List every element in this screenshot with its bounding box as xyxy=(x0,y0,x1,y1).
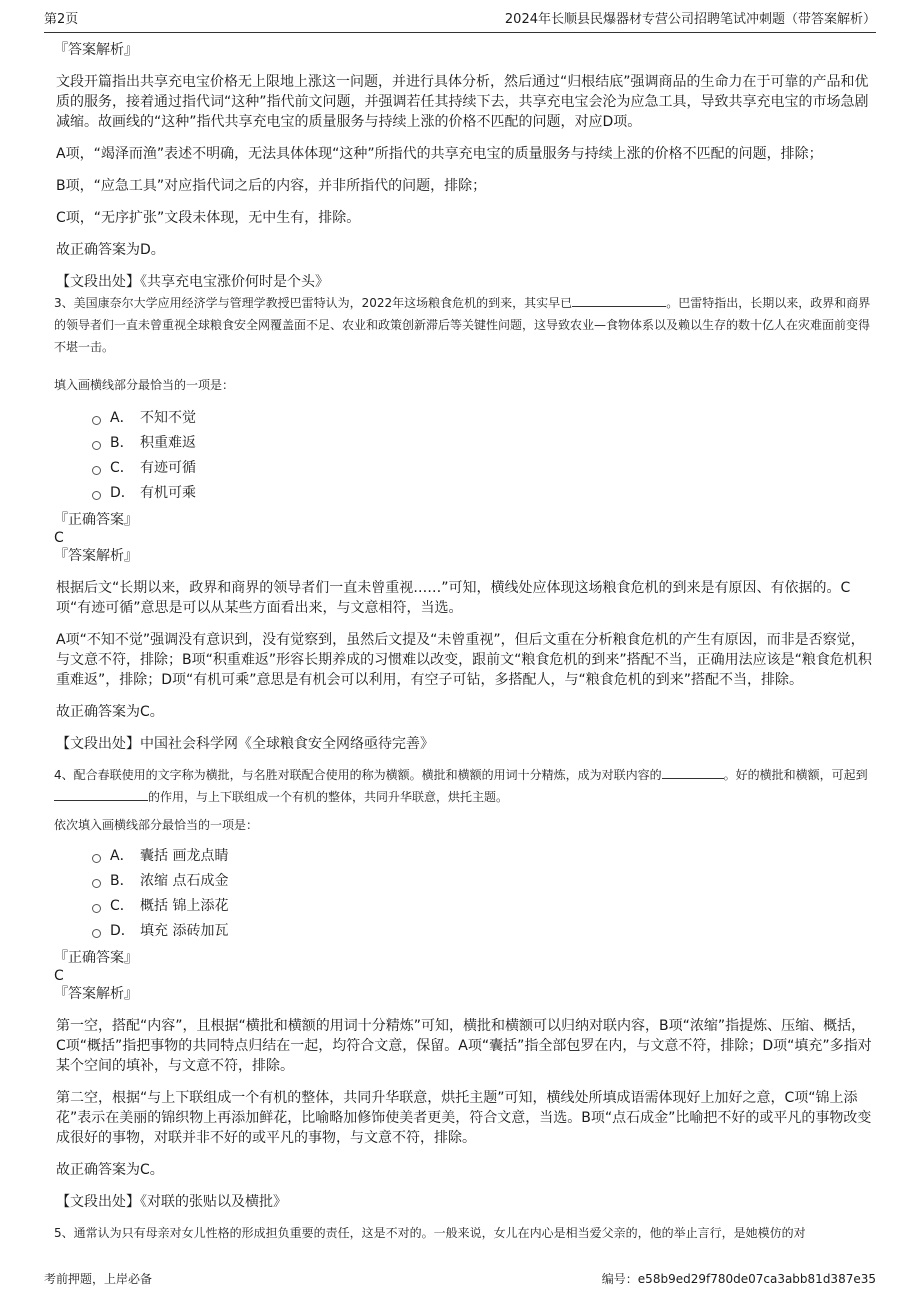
page-number: 第2页 xyxy=(44,12,79,27)
radio-icon[interactable] xyxy=(92,929,101,938)
answer-analysis-tag: 『答案解析』 xyxy=(54,548,138,564)
radio-icon[interactable] xyxy=(92,416,101,425)
radio-icon[interactable] xyxy=(92,904,101,913)
fill-blank xyxy=(662,766,724,779)
question-prompt: 填入画横线部分最恰当的一项是： xyxy=(54,378,235,392)
analysis-paragraph: C项，“无序扩张”文段未体现，无中生有，排除。 xyxy=(56,210,361,226)
option-a[interactable]: A． 囊括 画龙点睛 xyxy=(92,844,872,869)
correct-answer-tag: 『正确答案』 xyxy=(54,950,138,966)
option-d[interactable]: D． 填充 添砖加瓦 xyxy=(92,919,872,944)
correct-answer: C xyxy=(54,968,64,984)
analysis-paragraph: A项“不知不觉”强调没有意识到，没有觉察到，虽然后文提及“未曾重视”，但后文重在分析粮食危机的产生有原因，而非是否察觉，与文意不符，排除；B项“积重难返”形容长期养成的习惯难以改变，跟前文“粮食危机的到来”搭配不当，正确用法应该是“粮食危机积重难返”，排除；D项“有机可乘”意思是有机会可以利用，有空子可钻，多搭配人，与“粮食危机的到来”搭配不当，排除。 xyxy=(56,632,872,688)
fill-blank xyxy=(572,294,666,307)
answer-conclusion: 故正确答案为D。 xyxy=(56,242,165,258)
source-citation: 【文段出处】中国社会科学网《全球粮食安全网络亟待完善》 xyxy=(56,736,434,752)
option-list xyxy=(54,844,872,944)
analysis-paragraph: A项，“竭泽而渔”表述不明确，无法具体体现“这种”所指代的共享充电宝的质量服务与持续上涨的价格不匹配的问题，排除； xyxy=(56,146,823,162)
source-citation: 【文段出处】《对联的张贴以及横批》 xyxy=(56,1194,287,1210)
option-a[interactable]: A． 不知不觉 xyxy=(92,406,872,431)
document-title: 2024年长顺县民爆器材专营公司招聘笔试冲刺题（带答案解析） xyxy=(504,12,876,27)
option-list xyxy=(54,406,872,506)
page-header xyxy=(44,8,876,33)
radio-icon[interactable] xyxy=(92,466,101,475)
radio-icon[interactable] xyxy=(92,879,101,888)
correct-answer: C xyxy=(54,530,64,546)
question-prompt: 依次填入画横线部分最恰当的一项是： xyxy=(54,818,259,832)
radio-icon[interactable] xyxy=(92,491,101,500)
footer-slogan: 考前押题，上岸必备 xyxy=(44,1272,153,1286)
radio-icon[interactable] xyxy=(92,854,101,863)
option-d[interactable]: D． 有机可乘 xyxy=(92,481,872,506)
answer-conclusion: 故正确答案为C。 xyxy=(56,1162,164,1178)
source-citation: 【文段出处】《共享充电宝涨价何时是个头》 xyxy=(56,274,329,290)
analysis-paragraph: 文段开篇指出共享充电宝价格无上限地上涨这一问题，并进行具体分析，然后通过“归根结底”强调商品的生命力在于可靠的产品和优质的服务，接着通过指代词“这种”指代前文问题，并强调若任其持续下去，共享充电宝会沦为应急工具，导致共享充电宝的市场急剧减缩。故画线的“这种”指代共享充电宝的质量服务与持续上涨的价格不匹配的问题，对应D项。 xyxy=(56,74,869,130)
option-b[interactable]: B． 浓缩 点石成金 xyxy=(92,869,872,894)
answer-analysis-tag: 『答案解析』 xyxy=(54,986,138,1002)
question-4-stem: 4、配合春联使用的文字称为横批，与名胜对联配合使用的称为横额。横批和横额的用词十分精炼，成为对联内容的 。好的横批和横额，可起到的作用，与上下联组成一个有机的整体，共同升华联意，烘托主题。 xyxy=(54,768,868,804)
fill-blank xyxy=(54,788,148,801)
page-footer xyxy=(44,1270,876,1288)
option-c[interactable]: C． 有迹可循 xyxy=(92,456,872,481)
question-3-stem: 3、美国康奈尔大学应用经济学与管理学教授巴雷特认为，2022年这场粮食危机的到来，其实早已 。巴雷特指出，长期以来，政界和商界的领导者们一直未曾重视全球粮食安全网覆盖面不足、农业和政策创新滞后等关键性问题，这导致农业—食物体系以及赖以生存的数十亿人在灾难面前变得不堪一击。 xyxy=(54,296,871,354)
analysis-paragraph: 第一空，搭配“内容”，且根据“横批和横额的用词十分精炼”可知，横批和横额可以归纳对联内容，B项“浓缩”指提炼、压缩、概括，C项“概括”指把事物的共同特点归结在一起，均符合文意，保留。A项“囊括”指全部包罗在内，与文意不符，排除；D项“填充”多指对某个空间的填补，与文意不符，排除。 xyxy=(56,1018,872,1074)
document-body xyxy=(54,40,872,1244)
radio-icon[interactable] xyxy=(92,441,101,450)
option-b[interactable]: B． 积重难返 xyxy=(92,431,872,456)
answer-conclusion: 故正确答案为C。 xyxy=(56,704,164,720)
analysis-paragraph: 根据后文“长期以来，政界和商界的领导者们一直未曾重视……”可知，横线处应体现这场粮食危机的到来是有原因、有依据的。C项“有迹可循”意思是可以从某些方面看出来，与文意相符，当选。 xyxy=(56,580,851,616)
document-id: 编号：e58b9ed29f780de07ca3abb81d387e35 xyxy=(601,1272,876,1286)
correct-answer-tag: 『正确答案』 xyxy=(54,512,138,528)
option-c[interactable]: C． 概括 锦上添花 xyxy=(92,894,872,919)
analysis-paragraph: 第二空，根据“与上下联组成一个有机的整体，共同升华联意，烘托主题”可知，横线处所填成语需体现好上加好之意，C项“锦上添花”表示在美丽的锦织物上再添加鲜花，比喻略加修饰使美者更美，符合文意，当选。B项“点石成金”比喻把不好的或平凡的事物改变成很好的事物，对联并非不好的或平凡的事物，与文意不符，排除。 xyxy=(56,1090,872,1146)
analysis-paragraph: B项，“应急工具”对应指代词之后的内容，并非所指代的问题，排除； xyxy=(56,178,487,194)
answer-analysis-tag: 『答案解析』 xyxy=(54,42,138,58)
question-5-stem: 5、通常认为只有母亲对女儿性格的形成担负重要的责任，这是不对的。一般来说，女儿在内心是相当爱父亲的，他的举止言行，是她模仿的对 xyxy=(54,1226,806,1240)
